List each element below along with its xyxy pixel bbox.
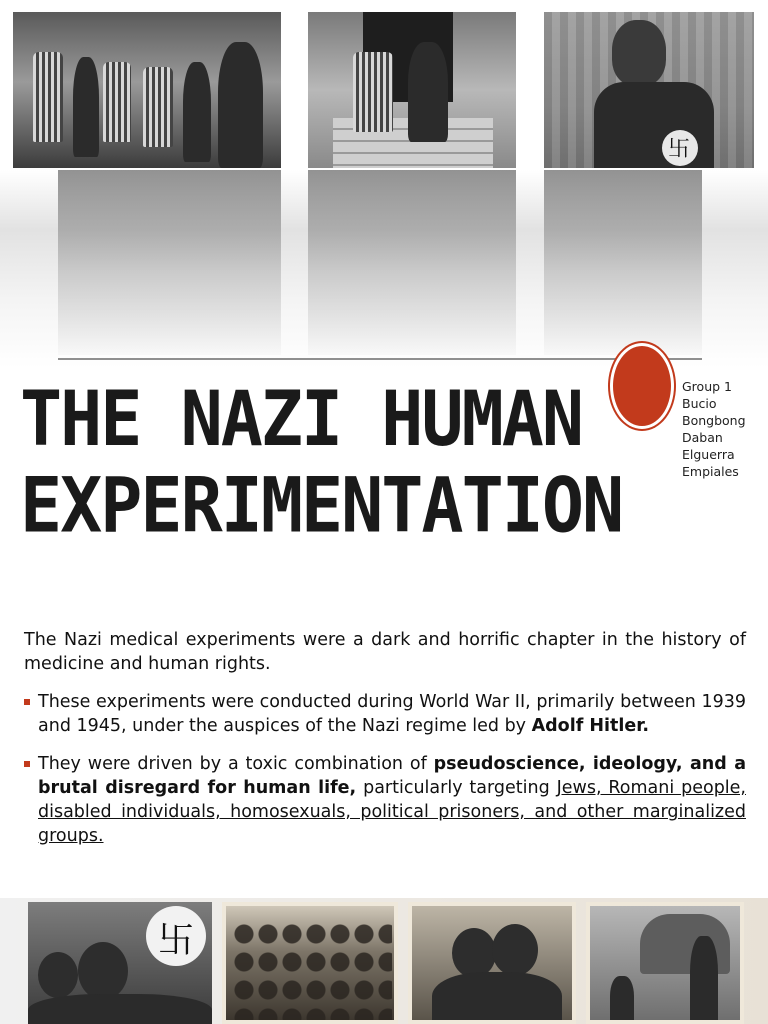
photo-child-prisoners bbox=[13, 12, 281, 168]
title-line-1: THE NAZI HUMAN bbox=[20, 374, 583, 464]
bullet-square-icon bbox=[24, 761, 30, 767]
photo-reflection bbox=[308, 170, 516, 355]
group-member-list bbox=[682, 378, 766, 480]
group-member: Bongbong bbox=[682, 413, 746, 428]
photo-reflection bbox=[544, 170, 702, 355]
bullet-item bbox=[24, 752, 746, 848]
bullet-square-icon bbox=[24, 699, 30, 705]
red-circle-decoration bbox=[610, 343, 674, 429]
page-title bbox=[20, 374, 623, 550]
photo-two-men-embracing bbox=[408, 902, 576, 1024]
bullet-underlined-text: Jews, Romani people, disabled individuals, homosexuals, political prisoners, and other marginalized groups. bbox=[38, 778, 746, 846]
group-member: Bucio bbox=[682, 396, 717, 411]
bullet-text: These experiments were conducted during World War II, primarily between 1939 and 1945, under the auspices of the Nazi regime led by bbox=[38, 692, 746, 736]
photo-hitler-profile bbox=[544, 12, 754, 168]
photo-survivors-on-steps bbox=[308, 12, 516, 168]
bullet-list bbox=[24, 690, 746, 848]
bullet-text: particularly targeting bbox=[356, 778, 557, 798]
group-member: Empiales bbox=[682, 464, 739, 479]
photo-hitler-officers bbox=[28, 902, 212, 1024]
photo-romani-camp bbox=[586, 902, 744, 1024]
photo-reflection bbox=[58, 170, 281, 355]
body-text bbox=[24, 628, 746, 862]
bullet-bold-text: pseudoscience, ideology, and a brutal disregard for human life, bbox=[38, 754, 746, 798]
intro-paragraph: The Nazi medical experiments were a dark and horrific chapter in the history of medicine and human rights. bbox=[24, 630, 746, 674]
photo-group-of-officers bbox=[222, 902, 398, 1024]
swastika-armband-icon bbox=[662, 130, 698, 166]
bullet-bold-text: Adolf Hitler. bbox=[531, 716, 650, 736]
bullet-text: They were driven by a toxic combination of bbox=[38, 754, 434, 774]
swastika-flag-icon bbox=[146, 906, 206, 966]
group-label: Group 1 bbox=[682, 379, 732, 394]
group-member: Elguerra bbox=[682, 447, 735, 462]
group-member: Daban bbox=[682, 430, 723, 445]
bullet-item bbox=[24, 690, 746, 738]
title-line-2: EXPERIMENTATION bbox=[20, 461, 623, 550]
divider-line bbox=[58, 358, 702, 360]
